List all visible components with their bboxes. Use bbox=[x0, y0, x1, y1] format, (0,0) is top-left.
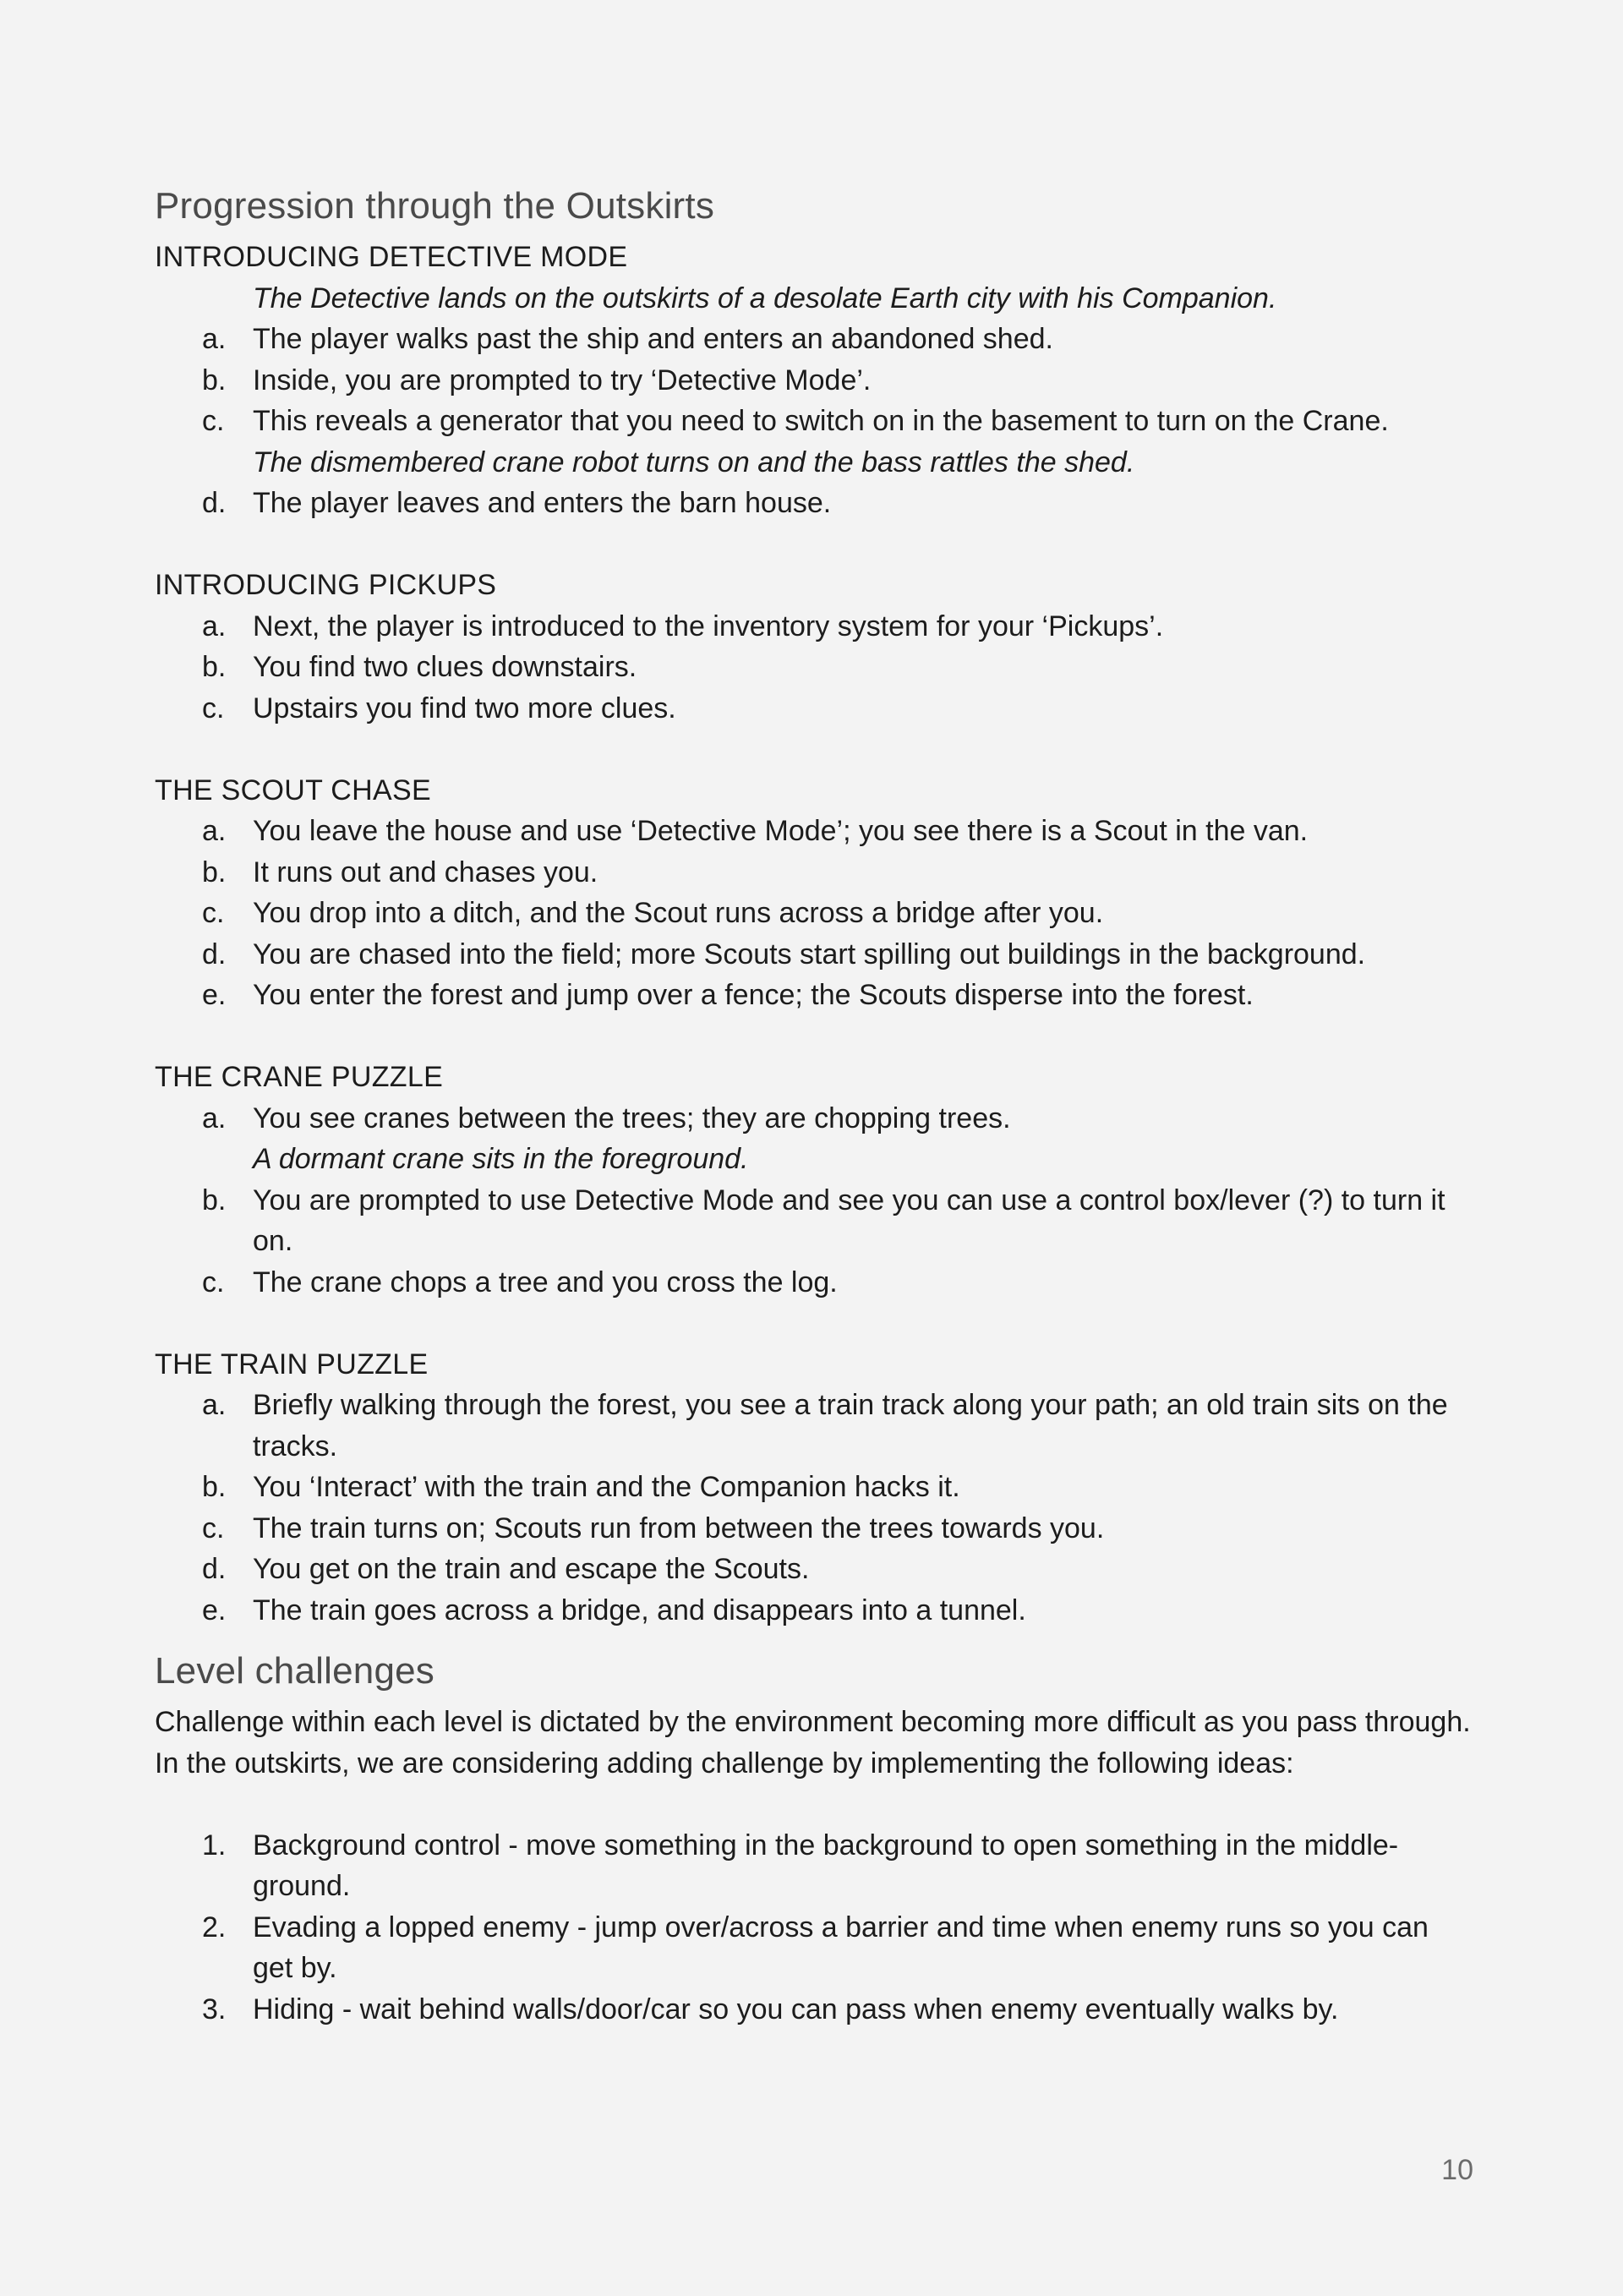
list-marker: a. bbox=[202, 1102, 227, 1134]
section-crane-puzzle bbox=[155, 1057, 1473, 1303]
list-marker: c. bbox=[202, 405, 225, 437]
list-item-note: A dormant crane sits in the foreground. bbox=[253, 1143, 749, 1175]
list-marker: a. bbox=[202, 610, 227, 642]
list-item-text: You ‘Interact’ with the train and the Companion hacks it. bbox=[253, 1471, 960, 1503]
list-item bbox=[155, 1508, 1473, 1550]
section-title: THE SCOUT CHASE bbox=[155, 774, 431, 806]
list-item bbox=[155, 688, 1473, 730]
section-title: INTRODUCING PICKUPS bbox=[155, 569, 497, 601]
list-marker: e. bbox=[202, 1594, 227, 1626]
section-title: THE TRAIN PUZZLE bbox=[155, 1348, 429, 1380]
list-marker: 1. bbox=[202, 1829, 227, 1861]
list-item bbox=[155, 647, 1473, 688]
list-item bbox=[155, 1590, 1473, 1632]
step-list bbox=[155, 811, 1473, 1016]
list-marker: a. bbox=[202, 1389, 227, 1421]
list-item bbox=[155, 852, 1473, 894]
list-item bbox=[155, 893, 1473, 934]
list-item bbox=[155, 483, 1473, 524]
section-title: THE CRANE PUZZLE bbox=[155, 1061, 444, 1093]
list-item bbox=[155, 1989, 1473, 2031]
list-item bbox=[155, 1907, 1473, 1989]
list-item-text: Hiding - wait behind walls/door/car so you can pass when enemy eventually walks by. bbox=[253, 1993, 1339, 2025]
list-item-text: You are chased into the field; more Scouts start spilling out buildings in the background. bbox=[253, 938, 1366, 970]
list-item bbox=[155, 1262, 1473, 1304]
list-item bbox=[155, 319, 1473, 360]
list-marker: b. bbox=[202, 364, 227, 396]
list-item-note: The dismembered crane robot turns on and the bass rattles the shed. bbox=[253, 446, 1135, 478]
list-item bbox=[155, 1180, 1473, 1262]
section-pickups bbox=[155, 565, 1473, 729]
list-item bbox=[155, 975, 1473, 1016]
page-number: 10 bbox=[1441, 2154, 1473, 2186]
list-marker: d. bbox=[202, 938, 227, 970]
list-item-text: Evading a lopped enemy - jump over/across a barrier and time when enemy runs so you can get by. bbox=[253, 1911, 1429, 1984]
list-item bbox=[155, 401, 1473, 483]
list-item-text: Background control - move something in the background to open something in the middle-ground. bbox=[253, 1829, 1399, 1902]
list-marker: c. bbox=[202, 1512, 225, 1544]
list-item-text: You are prompted to use Detective Mode and see you can use a control box/lever (?) to turn it on. bbox=[253, 1184, 1445, 1257]
step-list bbox=[155, 1098, 1473, 1304]
list-item-text: This reveals a generator that you need to switch on in the basement to turn on the Crane. bbox=[253, 405, 1389, 437]
page-content bbox=[155, 176, 1473, 2030]
list-item bbox=[155, 606, 1473, 648]
list-item-text: You see cranes between the trees; they are chopping trees. bbox=[253, 1102, 1011, 1134]
list-item-text: You drop into a ditch, and the Scout runs across a bridge after you. bbox=[253, 897, 1104, 929]
list-item-text: Upstairs you find two more clues. bbox=[253, 692, 676, 724]
list-item bbox=[155, 1467, 1473, 1508]
list-item bbox=[155, 811, 1473, 852]
section-title: INTRODUCING DETECTIVE MODE bbox=[155, 241, 628, 273]
list-item-text: Briefly walking through the forest, you see a train track along your path; an old train sits on the tracks. bbox=[253, 1389, 1448, 1462]
list-item-text: The player leaves and enters the barn house. bbox=[253, 487, 832, 519]
list-marker: 3. bbox=[202, 1993, 227, 2025]
list-marker: b. bbox=[202, 856, 227, 888]
list-item bbox=[155, 934, 1473, 976]
list-item-text: You enter the forest and jump over a fence; the Scouts disperse into the forest. bbox=[253, 979, 1254, 1011]
list-marker: c. bbox=[202, 1266, 225, 1298]
list-item-text: You get on the train and escape the Scouts. bbox=[253, 1553, 810, 1585]
list-marker: a. bbox=[202, 815, 227, 847]
section-detective-mode bbox=[155, 237, 1473, 524]
list-item bbox=[155, 1385, 1473, 1467]
step-list bbox=[155, 606, 1473, 730]
list-item bbox=[155, 1825, 1473, 1907]
section-train-puzzle bbox=[155, 1344, 1473, 1632]
step-list bbox=[155, 1385, 1473, 1631]
challenge-list bbox=[155, 1825, 1473, 2031]
list-marker: 2. bbox=[202, 1911, 227, 1943]
list-item-text: Next, the player is introduced to the inventory system for your ‘Pickups’. bbox=[253, 610, 1164, 642]
list-item-text: The train goes across a bridge, and disappears into a tunnel. bbox=[253, 1594, 1026, 1626]
list-item bbox=[155, 360, 1473, 402]
list-marker: b. bbox=[202, 1184, 227, 1216]
heading-level-challenges: Level challenges bbox=[155, 1650, 434, 1692]
list-item-text: You find two clues downstairs. bbox=[253, 651, 637, 683]
list-marker: d. bbox=[202, 487, 227, 519]
heading-progression: Progression through the Outskirts bbox=[155, 185, 715, 227]
section-scout-chase bbox=[155, 770, 1473, 1016]
list-marker: a. bbox=[202, 323, 227, 355]
list-marker: e. bbox=[202, 979, 227, 1011]
step-list bbox=[155, 319, 1473, 524]
list-marker: b. bbox=[202, 651, 227, 683]
list-item bbox=[155, 1549, 1473, 1590]
list-item-text: You leave the house and use ‘Detective Mode’; you see there is a Scout in the van. bbox=[253, 815, 1309, 847]
list-item-text: The train turns on; Scouts run from between the trees towards you. bbox=[253, 1512, 1105, 1544]
challenges-paragraph: Challenge within each level is dictated by the environment becoming more difficult as you pass through. In the outskirts, we are considering adding challenge by implementing the following ideas: bbox=[155, 1706, 1471, 1779]
list-marker: c. bbox=[202, 897, 225, 929]
list-marker: b. bbox=[202, 1471, 227, 1503]
list-item bbox=[155, 1098, 1473, 1180]
section-intro-note: The Detective lands on the outskirts of a desolate Earth city with his Companion. bbox=[253, 282, 1277, 314]
list-item-text: It runs out and chases you. bbox=[253, 856, 598, 888]
list-item-text: Inside, you are prompted to try ‘Detective Mode’. bbox=[253, 364, 872, 396]
list-item-text: The player walks past the ship and enters an abandoned shed. bbox=[253, 323, 1053, 355]
list-item-text: The crane chops a tree and you cross the log. bbox=[253, 1266, 838, 1298]
list-marker: d. bbox=[202, 1553, 227, 1585]
list-marker: c. bbox=[202, 692, 225, 724]
